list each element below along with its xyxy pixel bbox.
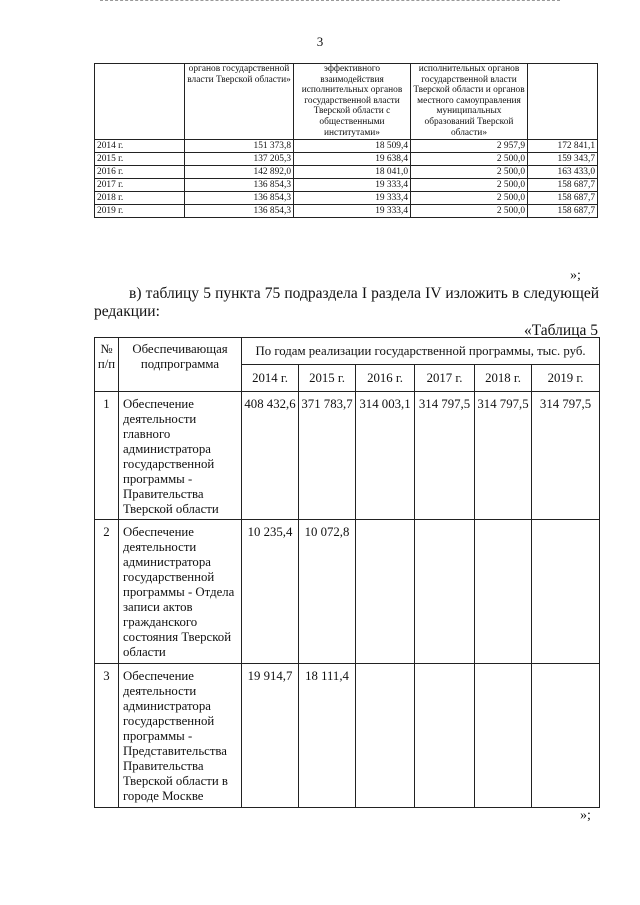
value-cell: 158 687,7 — [528, 179, 598, 192]
subprogram-name: Обеспечение деятельности главного администратора государственной программы - Правительства Тверской области — [119, 392, 242, 520]
year-header: 2017 г. — [415, 365, 475, 392]
value-cell: 19 638,4 — [294, 153, 411, 166]
value-cell — [415, 520, 475, 664]
table-row — [95, 179, 598, 192]
value-cell: 163 433,0 — [528, 166, 598, 179]
table-row — [95, 664, 600, 808]
value-cell: 2 500,0 — [411, 166, 528, 179]
table-row — [95, 392, 600, 520]
table1-header-cell: исполнительных органов государственной власти Тверской области и органов местного самоуправления муниципальных образований Тверской области» — [411, 64, 528, 140]
value-cell: 408 432,6 — [242, 392, 299, 520]
value-cell — [356, 520, 415, 664]
value-cell: 314 797,5 — [415, 392, 475, 520]
value-cell: 159 343,7 — [528, 153, 598, 166]
value-cell: 314 797,5 — [532, 392, 600, 520]
year-cell: 2018 г. — [95, 192, 185, 205]
value-cell: 158 687,7 — [528, 192, 598, 205]
table5-closing-quote: »; — [580, 808, 591, 823]
year-header: 2016 г. — [356, 365, 415, 392]
table1-header-row — [95, 64, 598, 140]
table-row — [95, 153, 598, 166]
value-cell — [356, 664, 415, 808]
year-cell: 2017 г. — [95, 179, 185, 192]
year-cell: 2016 г. — [95, 166, 185, 179]
value-cell: 10 235,4 — [242, 520, 299, 664]
value-cell: 2 500,0 — [411, 192, 528, 205]
table1-header-cell: эффективного взаимодействия исполнительных органов государственной власти Тверской области с общественными институтами» — [294, 64, 411, 140]
value-cell: 10 072,8 — [299, 520, 356, 664]
value-cell: 172 841,1 — [528, 140, 598, 153]
amendment-paragraph: в) таблицу 5 пункта 75 подраздела I раздела IV изложить в следующей редакции: — [94, 285, 599, 320]
value-cell: 151 373,8 — [185, 140, 294, 153]
value-cell: 2 500,0 — [411, 205, 528, 218]
value-cell — [532, 520, 600, 664]
col-years-group-header: По годам реализации государственной программы, тыс. руб. — [242, 338, 600, 365]
value-cell: 19 333,4 — [294, 179, 411, 192]
value-cell: 2 957,9 — [411, 140, 528, 153]
row-number: 3 — [95, 664, 119, 808]
table5-caption: «Таблица 5 — [523, 322, 598, 339]
value-cell: 136 854,3 — [185, 192, 294, 205]
year-header: 2018 г. — [475, 365, 532, 392]
year-cell: 2015 г. — [95, 153, 185, 166]
value-cell: 136 854,3 — [185, 205, 294, 218]
continued-table — [94, 63, 598, 218]
year-cell: 2019 г. — [95, 205, 185, 218]
table-row — [95, 520, 600, 664]
value-cell: 18 041,0 — [294, 166, 411, 179]
value-cell — [532, 664, 600, 808]
value-cell: 18 111,4 — [299, 664, 356, 808]
value-cell: 314 003,1 — [356, 392, 415, 520]
value-cell: 314 797,5 — [475, 392, 532, 520]
year-header: 2019 г. — [532, 365, 600, 392]
value-cell: 19 914,7 — [242, 664, 299, 808]
scan-edge-line — [100, 0, 560, 3]
value-cell: 19 333,4 — [294, 205, 411, 218]
value-cell: 371 783,7 — [299, 392, 356, 520]
table5-header-row — [95, 338, 600, 365]
table-row — [95, 166, 598, 179]
value-cell: 2 500,0 — [411, 153, 528, 166]
row-number: 2 — [95, 520, 119, 664]
value-cell: 137 205,3 — [185, 153, 294, 166]
year-header: 2014 г. — [242, 365, 299, 392]
page-number: 3 — [316, 34, 324, 49]
value-cell: 158 687,7 — [528, 205, 598, 218]
value-cell: 18 509,4 — [294, 140, 411, 153]
value-cell: 136 854,3 — [185, 179, 294, 192]
value-cell — [415, 664, 475, 808]
row-number: 1 — [95, 392, 119, 520]
year-cell: 2014 г. — [95, 140, 185, 153]
table1-header-cell — [528, 64, 598, 140]
table1-header-cell — [95, 64, 185, 140]
col-number-header: № п/п — [95, 338, 119, 392]
table1-header-cell: органов государственной власти Тверской области» — [185, 64, 294, 140]
value-cell: 142 892,0 — [185, 166, 294, 179]
table-row — [95, 140, 598, 153]
value-cell: 19 333,4 — [294, 192, 411, 205]
subprogram-name: Обеспечение деятельности администратора государственной программы - Представительства Правительства Тверской области в городе Москве — [119, 664, 242, 808]
year-header: 2015 г. — [299, 365, 356, 392]
value-cell — [475, 520, 532, 664]
value-cell: 2 500,0 — [411, 179, 528, 192]
value-cell — [475, 664, 532, 808]
subprogram-name: Обеспечение деятельности администратора государственной программы - Отдела записи актов гражданского состояния Тверской области — [119, 520, 242, 664]
table-row — [95, 192, 598, 205]
table5 — [94, 337, 600, 808]
table1-closing-quote: »; — [570, 268, 581, 283]
table-row — [95, 205, 598, 218]
col-subprogram-header: Обеспечивающая подпрограмма — [119, 338, 242, 392]
